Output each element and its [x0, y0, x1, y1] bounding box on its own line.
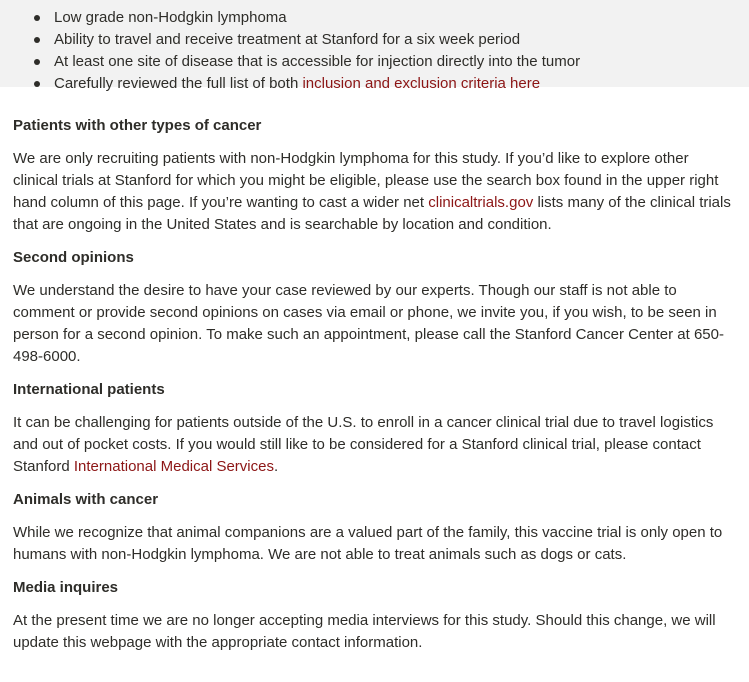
criteria-list [13, 7, 736, 95]
section-heading-animals: Animals with cancer [13, 491, 159, 508]
clinicaltrials-link[interactable]: clinicaltrials.gov [428, 194, 534, 211]
criteria-link[interactable]: inclusion and exclusion criteria here [302, 75, 541, 92]
section-text-other-cancer [13, 148, 736, 236]
section-heading-international: International patients [13, 381, 165, 398]
section-heading-second-opinions: Second opinions [13, 249, 134, 266]
paragraph-text: . [273, 458, 279, 475]
paragraph-text: We are only recruiting patients with non-Hodgkin lymphoma for this study. If you’d like to explore other clinical trials at Stanford for which you might be eligible, please use the search box found in the upper right hand column of this page. If you’re wanting to cast a wider net [13, 150, 719, 211]
section-text-media: At the present time we are no longer accepting media interviews for this study. Should this change, we will update this webpage with the appropriate contact information. [13, 612, 716, 651]
faq-content [0, 87, 749, 654]
criteria-item: Ability to travel and receive treatment at Stanford for a six week period [54, 29, 736, 51]
section-text-second-opinions: We understand the desire to have your case reviewed by our experts. Though our staff is not able to comment or provide second opinions on cases via email or phone, we invite you, if you wish, to be seen in person for a second opinion. To make such an appointment, please call the Stanford Cancer Center at 650-498-6000. [13, 282, 724, 365]
section-heading-other-cancer: Patients with other types of cancer [13, 117, 262, 134]
criteria-item-text: Carefully reviewed the full list of both [54, 75, 303, 92]
paragraph-text: It can be challenging for patients outside of the U.S. to enroll in a cancer clinical trial due to travel logistics and out of pocket costs. If you would still like to be considered for a Stanford clinical trial, please contact Stanford [13, 414, 714, 475]
paragraph-text: lists many of the clinical trials that are ongoing in the United States and is searchable by location and condition. [13, 194, 731, 233]
section-text-international [13, 412, 736, 478]
section-heading-media: Media inquires [13, 579, 119, 596]
section-text-animals: While we recognize that animal companions are a valued part of the family, this vaccine trial is only open to humans with non-Hodgkin lymphoma. We are not able to treat animals such as dogs or cats. [13, 524, 723, 563]
criteria-item [54, 73, 736, 95]
eligibility-criteria-box [0, 0, 749, 92]
criteria-item: Low grade non-Hodgkin lymphoma [54, 7, 736, 29]
international-medical-services-link[interactable]: International Medical Services [73, 458, 274, 475]
criteria-item: At least one site of disease that is accessible for injection directly into the tumor [54, 51, 736, 73]
